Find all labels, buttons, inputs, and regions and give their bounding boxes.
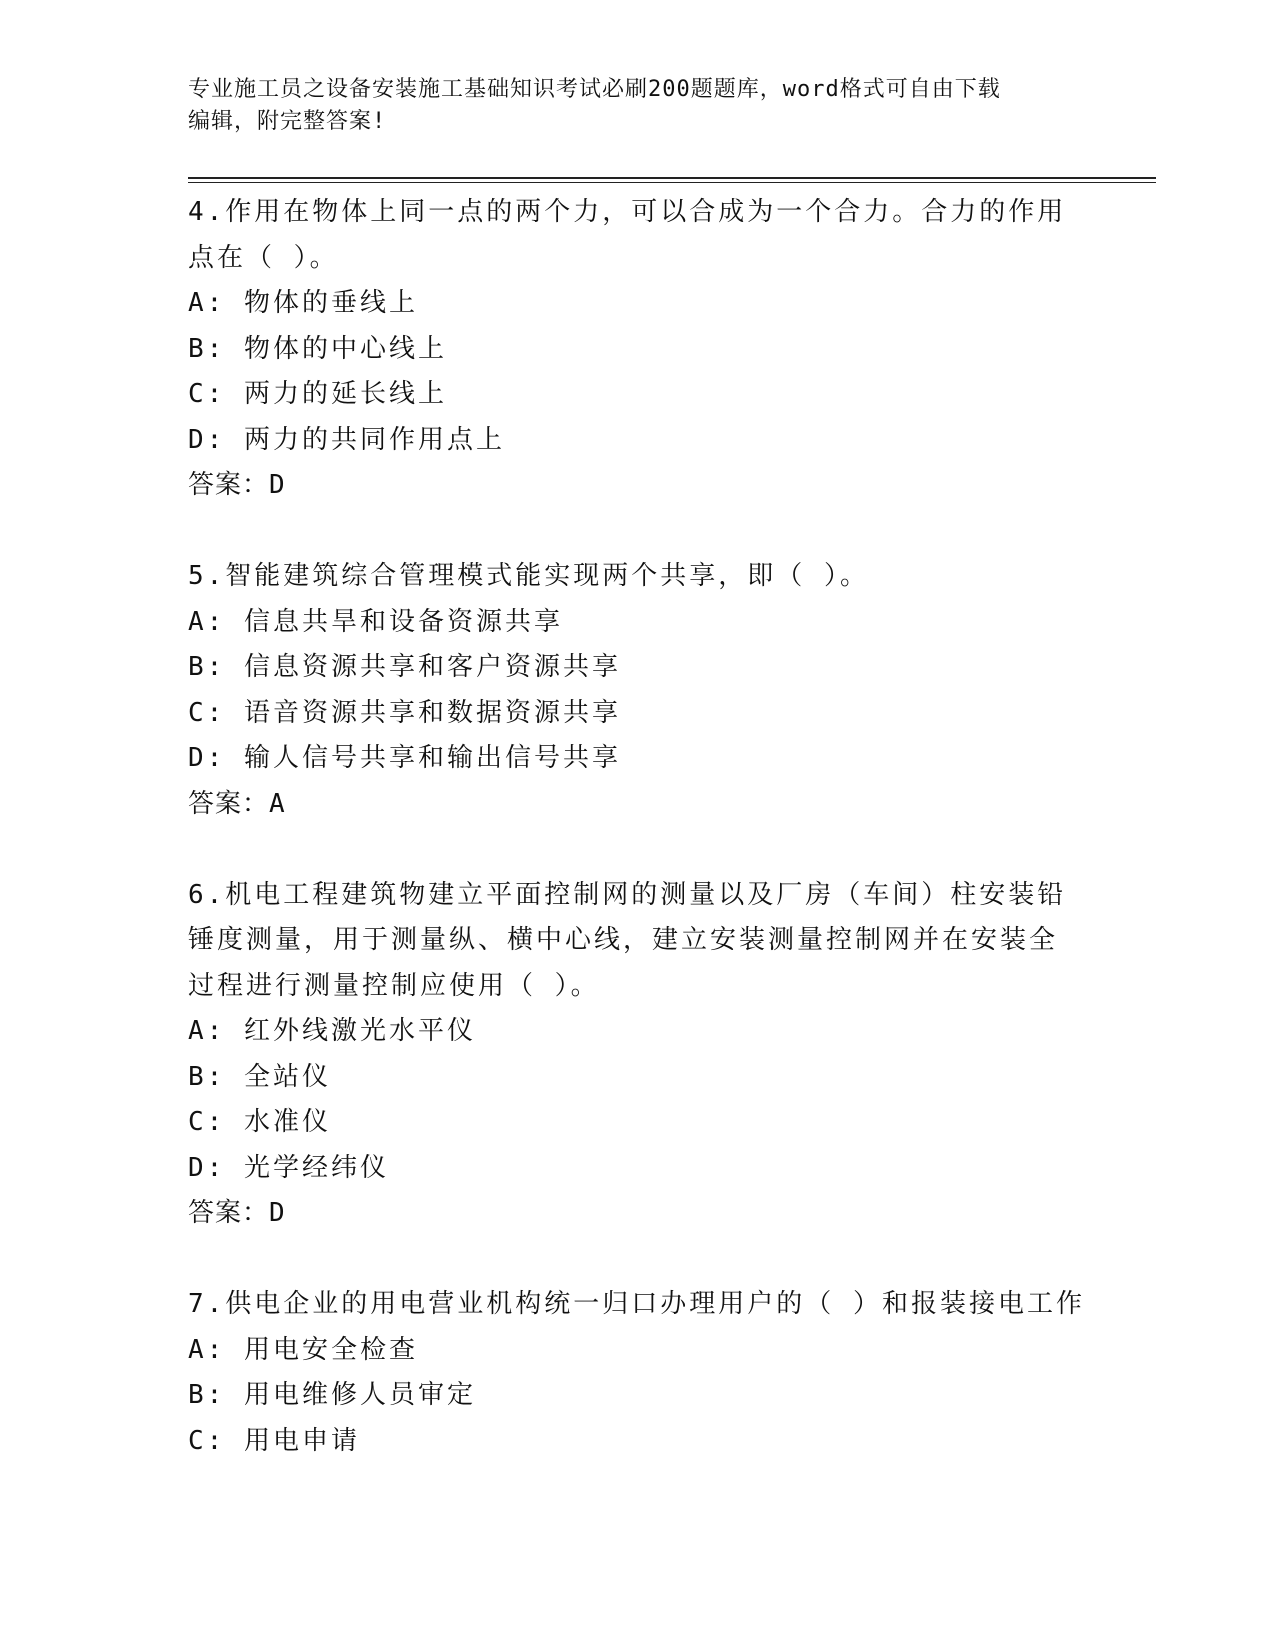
option-b: B: 信息资源共享和客户资源共享 [188, 652, 621, 682]
title-line-1: 专业施工员之设备安装施工基础知识考试必刷200题题库，word格式可自由下载 [188, 77, 1001, 102]
option-d: D: 光学经纬仪 [188, 1152, 389, 1183]
question-stem: 过程进行测量控制应使用（ ）。 [188, 970, 600, 1001]
option-a: A: 物体的垂线上 [188, 288, 418, 318]
option-c: C: 语音资源共享和数据资源共享 [188, 697, 621, 728]
option-b: B: 物体的中心线上 [188, 333, 447, 364]
option-d: D: 两力的共同作用点上 [188, 424, 505, 455]
question-stem: 点在（ ）。 [188, 242, 339, 273]
document-title [188, 74, 1068, 138]
spacer [188, 1237, 1088, 1283]
answer: 答案：D [188, 1198, 286, 1228]
spacer [188, 827, 1088, 873]
title-line-2: 编辑，附完整答案! [188, 109, 387, 134]
spacer [188, 509, 1088, 555]
option-d: D: 输人信号共享和输出信号共享 [188, 743, 621, 773]
question-4 [188, 190, 1088, 509]
question-stem: 5.智能建筑综合管理模式能实现两个共享，即（ ）。 [188, 561, 869, 591]
header-divider-thick [188, 177, 1156, 179]
question-list [188, 190, 1088, 1464]
option-c: C: 两力的延长线上 [188, 379, 447, 409]
answer: 答案：A [188, 788, 286, 819]
question-5 [188, 554, 1088, 827]
option-c: C: 用电申请 [188, 1425, 360, 1456]
question-stem: 锤度测量，用于测量纵、横中心线，建立安装测量控制网并在安装全 [188, 925, 1059, 955]
answer: 答案：D [188, 470, 286, 500]
option-b: B: 用电维修人员审定 [188, 1380, 476, 1410]
option-a: A: 用电安全检查 [188, 1334, 418, 1365]
header-divider-thin [188, 182, 1156, 183]
question-stem: 7.供电企业的用电营业机构统一归口办理用户的（ ）和报装接电工作 [188, 1289, 1085, 1319]
option-a: A: 红外线激光水平仪 [188, 1016, 476, 1046]
option-a: A: 信息共旱和设备资源共享 [188, 606, 563, 637]
question-6 [188, 873, 1088, 1237]
option-b: B: 全站仪 [188, 1061, 331, 1092]
question-stem: 6.机电工程建筑物建立平面控制网的测量以及厂房（车间）柱安装铅 [188, 879, 1067, 910]
question-7 [188, 1282, 1088, 1464]
option-c: C: 水准仪 [188, 1107, 331, 1137]
question-stem: 4.作用在物体上同一点的两个力，可以合成为一个合力。合力的作用 [188, 197, 1067, 227]
